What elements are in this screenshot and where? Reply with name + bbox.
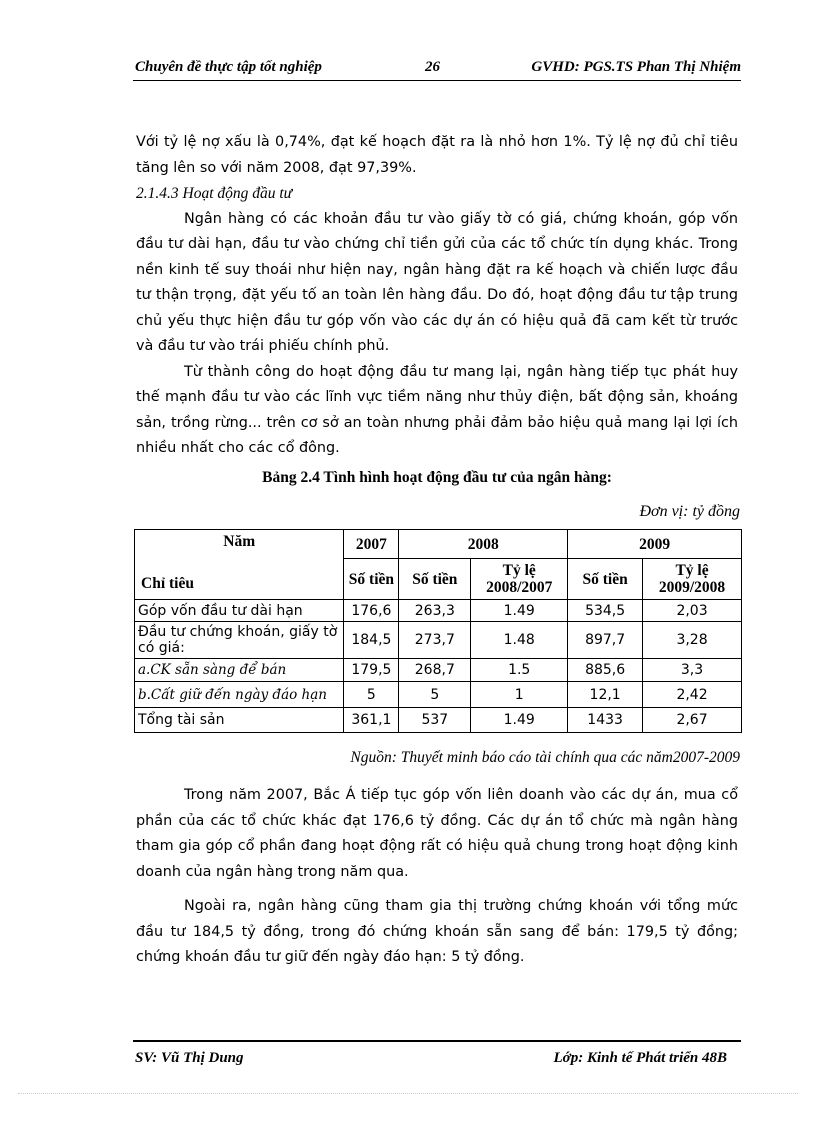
paragraph-2007-investment: Trong năm 2007, Bắc Á tiếp tục góp vốn liên doanh vào các dự án, mua cổ phần của các tổ chức khác đạt 176,6 tỷ đồng. Các dự án tổ chức mà ngân hàng tham gia góp cổ phần đang hoạt động rất có hiệu quả chung trong hoạt động kinh doanh của ngân hàng trong năm qua. xyxy=(136,787,738,880)
table-cell: 361,1 xyxy=(344,708,399,733)
corner-year-label: Năm xyxy=(223,533,256,550)
table-cell: 273,7 xyxy=(399,622,471,659)
row-label: Góp vốn đầu tư dài hạn xyxy=(135,600,344,622)
table-source: Nguồn: Thuyết minh báo cáo tài chính qua các năm2007-2009 xyxy=(350,749,740,766)
table-row xyxy=(135,600,742,622)
table-unit: Đơn vị: tỷ đồng xyxy=(639,503,740,520)
table-cell: 268,7 xyxy=(399,659,471,682)
table-cell: 1433 xyxy=(568,708,643,733)
table-corner-cell xyxy=(135,530,344,600)
table-cell: 534,5 xyxy=(568,600,643,622)
subheader-cell: Số tiền xyxy=(344,559,399,600)
paragraph-securities: Ngoài ra, ngân hàng cũng tham gia thị trường chứng khoán với tổng mức đầu tư 184,5 tỷ đồng, trong đó chứng khoán sẵn sang để bán: 179,5 tỷ đồng; chứng khoán đầu tư giữ đến ngày đáo hạn: 5 tỷ đồng. xyxy=(136,898,738,965)
subheader-cell: Số tiền xyxy=(399,559,471,600)
year-header: 2008 xyxy=(399,530,568,559)
table-cell: 2,03 xyxy=(643,600,742,622)
table-cell: 2,67 xyxy=(643,708,742,733)
table-cell: 2,42 xyxy=(643,682,742,708)
page-bottom-divider xyxy=(18,1093,798,1094)
table-cell: 5 xyxy=(344,682,399,708)
paragraph-bad-debt: Với tỷ lệ nợ xấu là 0,74%, đạt kế hoạch đặt ra là nhỏ hơn 1%. Tỷ lệ nợ đủ chỉ tiêu tăng lên so với năm 2008, đạt 97,39%. xyxy=(136,134,738,176)
page-number: 26 xyxy=(425,59,440,75)
table-cell: 537 xyxy=(399,708,471,733)
table-cell: 1.48 xyxy=(471,622,568,659)
table-cell: 176,6 xyxy=(344,600,399,622)
text-block-top xyxy=(136,130,738,462)
table-cell: 263,3 xyxy=(399,600,471,622)
row-label: b.Cất giữ đến ngày đáo hạn xyxy=(135,682,344,708)
row-label: Đầu tư chứng khoán, giấy tờ có giá: xyxy=(135,622,344,659)
header-advisor: GVHD: PGS.TS Phan Thị Nhiệm xyxy=(531,59,741,75)
table-row xyxy=(135,708,742,733)
table-cell: 3,28 xyxy=(643,622,742,659)
table-cell: 885,6 xyxy=(568,659,643,682)
table-row xyxy=(135,622,742,659)
footer-class: Lớp: Kinh tế Phát triển 48B xyxy=(553,1050,727,1066)
investment-table xyxy=(134,529,742,733)
year-header: 2009 xyxy=(568,530,742,559)
row-label: Tổng tài sản xyxy=(135,708,344,733)
table-cell: 184,5 xyxy=(344,622,399,659)
table-cell: 1.49 xyxy=(471,600,568,622)
row-label: a.CK sẵn sàng để bán xyxy=(135,659,344,682)
table-caption: Bảng 2.4 Tình hình hoạt động đầu tư của ngân hàng: xyxy=(262,469,612,486)
section-heading: 2.1.4.3 Hoạt động đầu tư xyxy=(136,185,293,202)
page-footer xyxy=(133,1040,741,1076)
table-cell: 1.5 xyxy=(471,659,568,682)
paragraph-investment: Ngân hàng có các khoản đầu tư vào giấy tờ có giá, chứng khoán, góp vốn đầu tư dài hạn, đầu tư vào chứng chỉ tiền gửi của các tổ chức tín dụng khác. Trong nền kinh tế suy thoái như hiện nay, ngân hàng đặt ra kế hoạch và chiến lược đầu tư thận trọng, đặt yếu tố an toàn lên hàng đầu. Do đó, hoạt động đầu tư tập trung chủ yếu thực hiện đầu tư góp vốn vào các dự án có hiệu quả đã cam kết từ trước và đầu tư vào trái phiếu chính phủ. xyxy=(136,210,738,354)
text-block-bottom xyxy=(136,783,738,971)
corner-indicator-label: Chỉ tiêu xyxy=(141,575,194,592)
table-cell: 5 xyxy=(399,682,471,708)
table-cell: 3,3 xyxy=(643,659,742,682)
header-title: Chuyên đề thực tập tốt nghiệp xyxy=(135,59,322,75)
footer-student: SV: Vũ Thị Dung xyxy=(135,1050,244,1066)
year-header: 2007 xyxy=(344,530,399,559)
table-row xyxy=(135,659,742,682)
table-cell: 1 xyxy=(471,682,568,708)
subheader-cell: Tỷ lệ 2008/2007 xyxy=(471,559,568,600)
table-cell: 12,1 xyxy=(568,682,643,708)
subheader-cell: Tỷ lệ 2009/2008 xyxy=(643,559,742,600)
table-cell: 897,7 xyxy=(568,622,643,659)
table-cell: 179,5 xyxy=(344,659,399,682)
table-cell: 1.49 xyxy=(471,708,568,733)
table-row xyxy=(135,682,742,708)
page-header xyxy=(133,58,741,81)
subheader-cell: Số tiền xyxy=(568,559,643,600)
paragraph-strategy: Từ thành công do hoạt động đầu tư mang lại, ngân hàng tiếp tục phát huy thế mạnh đầu tư vào các lĩnh vực tiềm năng như thủy điện, bất động sản, khoáng sản, trồng rừng... trên cơ sở an toàn nhưng phải đảm bảo hiệu quả mang lại lợi ích nhiều nhất cho các cổ đông. xyxy=(136,363,738,456)
